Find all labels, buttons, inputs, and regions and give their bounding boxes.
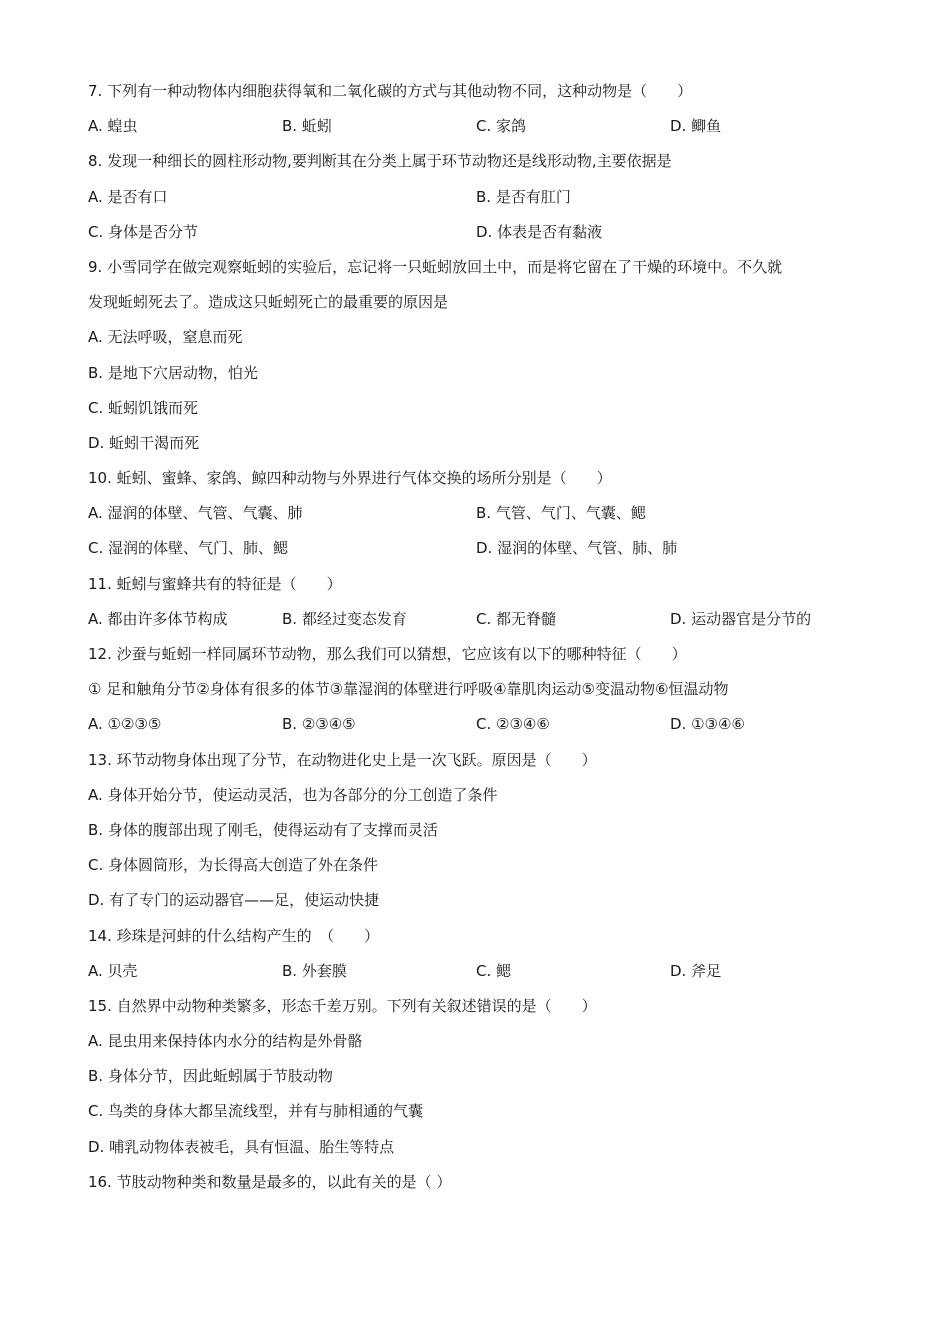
options-row	[88, 531, 868, 566]
question-13	[88, 743, 868, 919]
question-stem: 16. 节肢动物种类和数量是最多的，以此有关的是（ ）	[88, 1172, 452, 1191]
question-stem: 9. 小雪同学在做完观察蚯蚓的实验后，忘记将一只蚯蚓放回土中，而是将它留在了干燥的环境中。不久就	[88, 257, 783, 276]
option-a[interactable]: A. 身体开始分节，使运动灵活，也为各部分的分工创造了条件	[88, 785, 498, 804]
option-d[interactable]: D. 有了专门的运动器官——足，使运动快捷	[88, 891, 380, 910]
option-a[interactable]: A. 湿润的体壁、气管、气囊、肺	[88, 504, 303, 523]
question-10	[88, 461, 868, 567]
option-c[interactable]: C. 湿润的体壁、气门、肺、鳃	[88, 539, 289, 558]
option-b[interactable]: B. 外套膜	[282, 961, 347, 980]
option-d[interactable]: D. ①③④⑥	[670, 715, 745, 734]
options-row	[88, 215, 868, 250]
question-7	[88, 74, 868, 144]
question-9	[88, 250, 868, 461]
question-14	[88, 919, 868, 989]
question-stem-continued: 发现蚯蚓死去了。造成这只蚯蚓死亡的最重要的原因是	[88, 293, 449, 312]
question-stem: 10. 蚯蚓、蜜蜂、家鸽、鲸四种动物与外界进行气体交换的场所分别是（ ）	[88, 469, 612, 488]
question-stem: 11. 蚯蚓与蜜蜂共有的特征是（ ）	[88, 574, 342, 593]
option-d[interactable]: D. 湿润的体壁、气管、肺、肺	[476, 539, 678, 558]
option-a[interactable]: A. 蝗虫	[88, 117, 138, 136]
question-statements: ① 足和触角分节②身体有很多的体节③靠湿润的体壁进行呼吸④靠肌肉运动⑤变温动物⑥恒温动物	[88, 680, 729, 699]
option-b[interactable]: B. 是地下穴居动物，怕光	[88, 363, 258, 382]
option-a[interactable]: A. 都由许多体节构成	[88, 609, 228, 628]
question-stem: 8. 发现一种细长的圆柱形动物,要判断其在分类上属于环节动物还是线形动物,主要依据是	[88, 152, 672, 171]
question-stem: 13. 环节动物身体出现了分节，在动物进化史上是一次飞跃。原因是（ ）	[88, 750, 597, 769]
option-b[interactable]: B. 身体的腹部出现了刚毛，使得运动有了支撑而灵活	[88, 820, 438, 839]
option-d[interactable]: D. 体表是否有黏液	[476, 222, 603, 241]
option-c[interactable]: C. 身体圆筒形，为长得高大创造了外在条件	[88, 856, 379, 875]
options-row	[88, 707, 868, 742]
question-15	[88, 989, 868, 1165]
exam-page	[88, 74, 868, 1200]
option-c[interactable]: C. 蚯蚓饥饿而死	[88, 398, 199, 417]
option-b[interactable]: B. ②③④⑤	[282, 715, 356, 734]
option-d[interactable]: D. 运动器官是分节的	[670, 609, 812, 628]
options-row	[88, 602, 868, 637]
question-stem: 12. 沙蚕与蚯蚓一样同属环节动物，那么我们可以猜想，它应该有以下的哪种特征（ ）	[88, 645, 687, 663]
option-b[interactable]: B. 气管、气门、气囊、鳃	[476, 504, 646, 523]
option-b[interactable]: B. 是否有肛门	[476, 187, 571, 206]
question-12	[88, 637, 868, 743]
option-b[interactable]: B. 蚯蚓	[282, 117, 332, 136]
option-a[interactable]: A. 昆虫用来保持体内水分的结构是外骨骼	[88, 1032, 363, 1051]
options-row	[88, 109, 868, 144]
option-d[interactable]: D. 哺乳动物体表被毛，具有恒温、胎生等特点	[88, 1137, 395, 1156]
option-d[interactable]: D. 鲫鱼	[670, 117, 722, 136]
option-c[interactable]: C. 鸟类的身体大都呈流线型，并有与肺相通的气囊	[88, 1102, 424, 1121]
question-stem: 15. 自然界中动物种类繁多，形态千差万别。下列有关叙述错误的是（ ）	[88, 996, 597, 1015]
option-a[interactable]: A. 贝壳	[88, 961, 138, 980]
question-8	[88, 144, 868, 250]
option-d[interactable]: D. 斧足	[670, 961, 722, 980]
option-c[interactable]: C. 都无脊髓	[476, 609, 557, 628]
option-a[interactable]: A. ①②③⑤	[88, 715, 162, 734]
options-row	[88, 954, 868, 989]
option-c[interactable]: C. 鳃	[476, 961, 512, 980]
options-row	[88, 496, 868, 531]
option-c[interactable]: C. 身体是否分节	[88, 222, 199, 241]
option-a[interactable]: A. 是否有口	[88, 187, 168, 206]
question-11	[88, 567, 868, 637]
question-16	[88, 1165, 868, 1200]
options-row	[88, 180, 868, 215]
option-b[interactable]: B. 身体分节，因此蚯蚓属于节肢动物	[88, 1067, 333, 1086]
option-c[interactable]: C. ②③④⑥	[476, 715, 550, 734]
option-b[interactable]: B. 都经过变态发育	[282, 609, 407, 628]
option-c[interactable]: C. 家鸽	[476, 117, 527, 136]
option-a[interactable]: A. 无法呼吸，窒息而死	[88, 328, 243, 347]
question-stem: 7. 下列有一种动物体内细胞获得氧和二氧化碳的方式与其他动物不同，这种动物是（ ）	[88, 82, 693, 100]
question-stem: 14. 珍珠是河蚌的什么结构产生的 （ ）	[88, 926, 380, 945]
option-d[interactable]: D. 蚯蚓干渴而死	[88, 433, 200, 452]
